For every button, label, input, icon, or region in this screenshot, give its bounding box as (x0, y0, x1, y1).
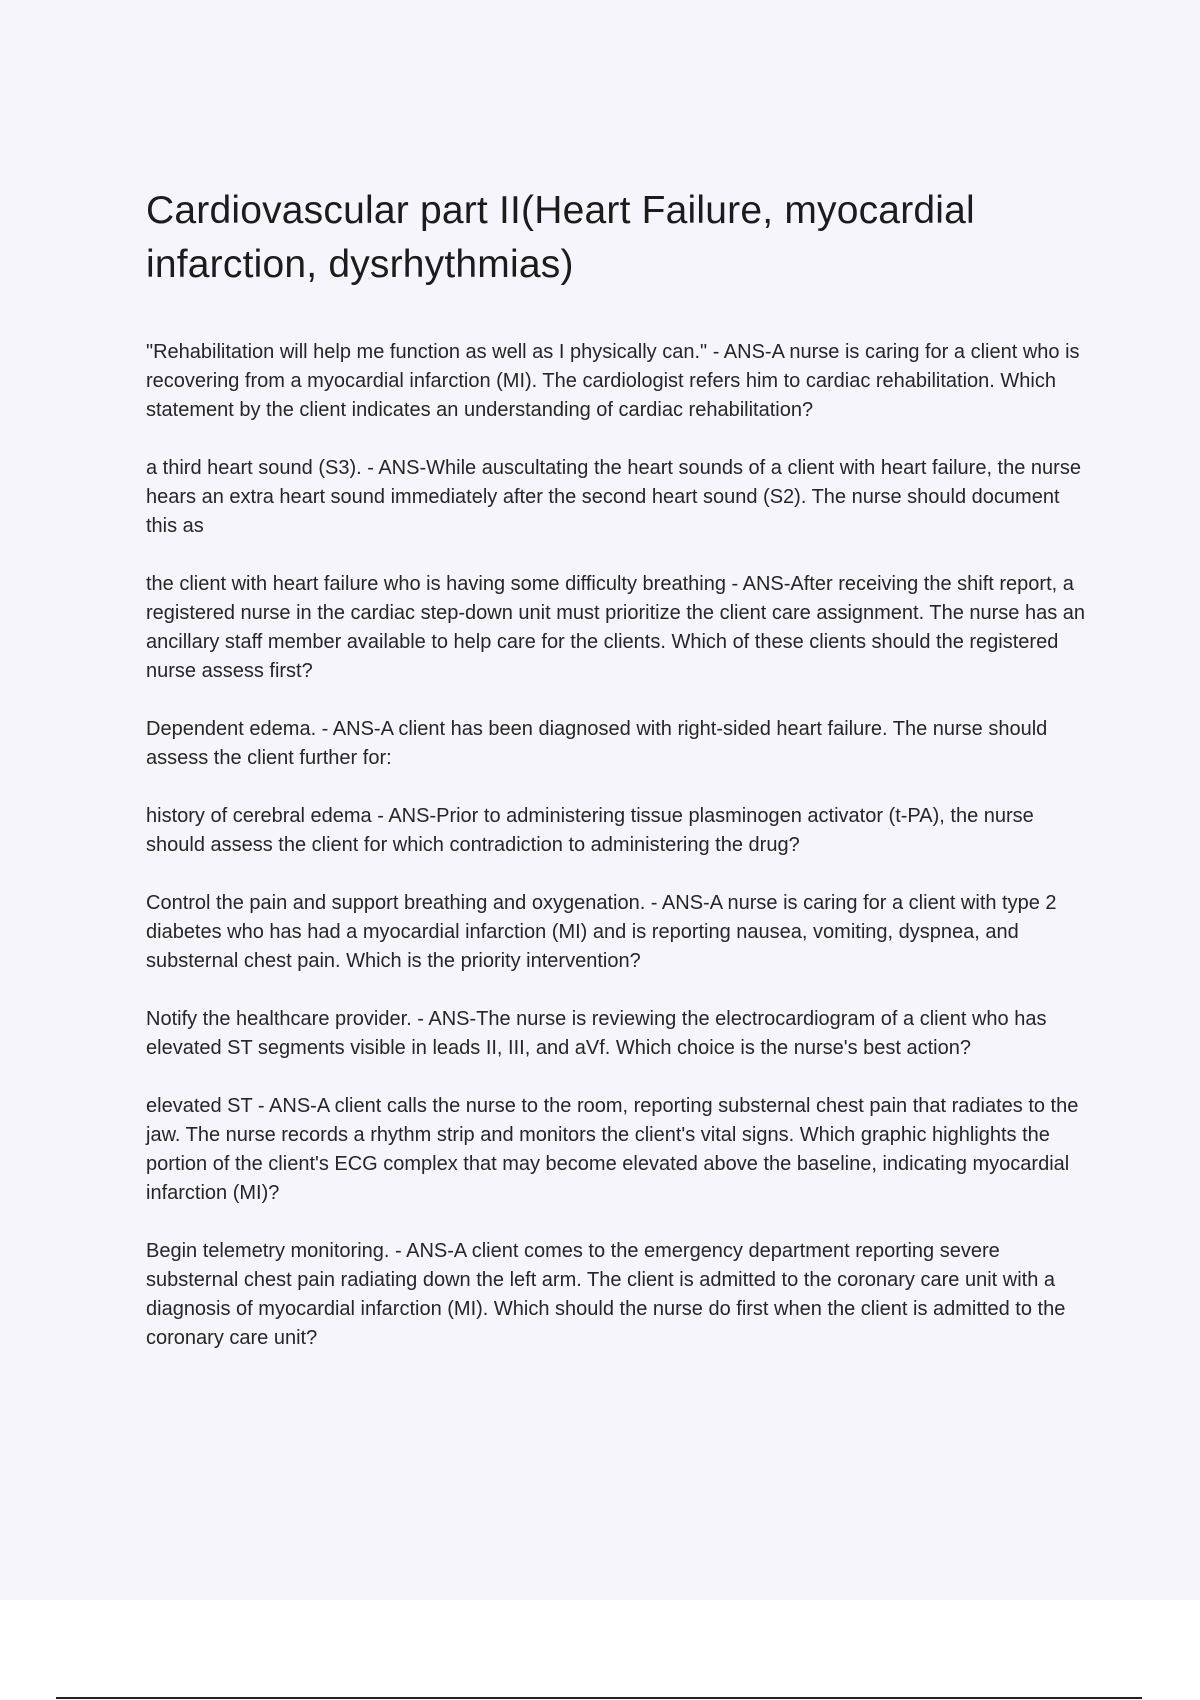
footer-divider (56, 1697, 1142, 1699)
qa-entry-4: Dependent edema. - ANS-A client has been diagnosed with right-sided heart failure. The nurse should assess the client further for: (146, 718, 1048, 769)
qa-entry-3: the client with heart failure who is having some difficulty breathing - ANS-After receiving the shift report, a registered nurse in the cardiac step-down unit must prioritize the client care assignment. The nurse has an ancillary staff member available to help care for the clients. Which of these clients should the registered nurse assess first? (146, 573, 1086, 682)
page-title: Cardiovascular part II(Heart Failure, myocardial infarction, dysrhythmias) (146, 189, 975, 286)
qa-entry-7: Notify the healthcare provider. - ANS-The nurse is reviewing the electrocardiogram of a client who has elevated ST segments visible in leads II, III, and aVf. Which choice is the nurse's best action? (146, 1008, 1047, 1059)
qa-entry-9: Begin telemetry monitoring. - ANS-A client comes to the emergency department reporting severe substernal chest pain radiating down the left arm. The client is admitted to the coronary care unit with a diagnosis of myocardial infarction (MI). Which should the nurse do first when the client is admitted to the coronary care unit? (146, 1240, 1066, 1349)
qa-entry-8: elevated ST - ANS-A client calls the nurse to the room, reporting substernal chest pain that radiates to the jaw. The nurse records a rhythm strip and monitors the client's vital signs. Which graphic highlights the portion of the client's ECG complex that may become elevated above the baseline, indicating myocardial infarction (MI)? (146, 1095, 1079, 1204)
qa-entry-6: Control the pain and support breathing and oxygenation. - ANS-A nurse is caring for a client with type 2 diabetes who has had a myocardial infarction (MI) and is reporting nausea, vomiting, dyspnea, and substernal chest pain. Which is the priority intervention? (146, 892, 1057, 972)
document-content (146, 184, 1096, 1382)
qa-entry-2: a third heart sound (S3). - ANS-While auscultating the heart sounds of a client with heart failure, the nurse hears an extra heart sound immediately after the second heart sound (S2). The nurse should document this as (146, 457, 1081, 537)
qa-entry-5: history of cerebral edema - ANS-Prior to administering tissue plasminogen activator (t-PA), the nurse should assess the client for which contradiction to administering the drug? (146, 805, 1034, 856)
qa-entry-1: "Rehabilitation will help me function as well as I physically can." - ANS-A nurse is caring for a client who is recovering from a myocardial infarction (MI). The cardiologist refers him to cardiac rehabilitation. Which statement by the client indicates an understanding of cardiac rehabilitation? (146, 341, 1080, 421)
